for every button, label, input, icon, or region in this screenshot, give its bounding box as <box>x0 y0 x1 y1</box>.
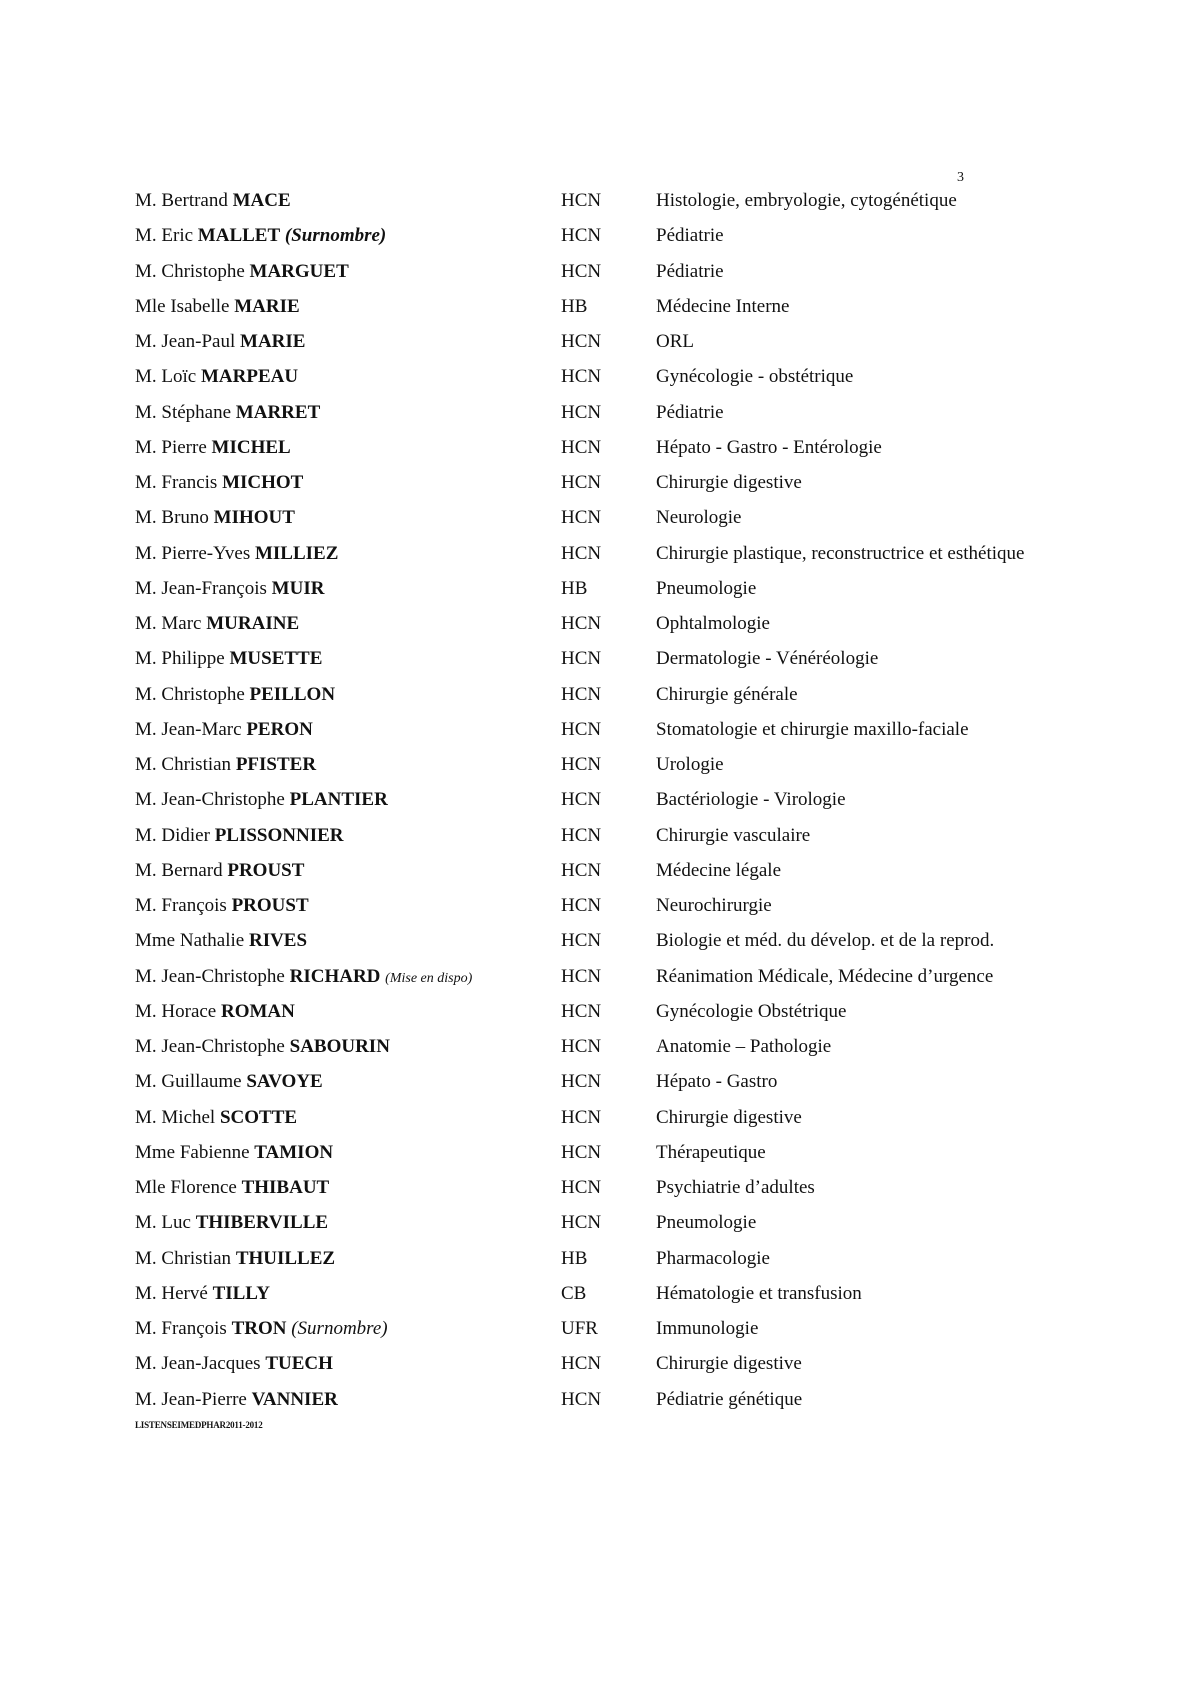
staff-surname: PFISTER <box>235 754 317 775</box>
staff-specialty: Anatomie – Pathologie <box>656 1036 832 1057</box>
staff-title-firstname: M. Luc <box>135 1212 191 1234</box>
staff-row <box>135 1105 1065 1140</box>
staff-title-firstname: M. Bruno <box>135 507 209 529</box>
staff-surname: SCOTTE <box>219 1106 298 1128</box>
staff-surname: RICHARD <box>289 965 381 987</box>
staff-specialty: Chirurgie digestive <box>656 1106 802 1128</box>
staff-title-firstname: M. Loïc <box>135 366 197 388</box>
staff-category: HCN <box>561 1141 602 1163</box>
staff-category: HCN <box>561 542 602 564</box>
staff-category: HCN <box>561 754 602 775</box>
staff-specialty: Chirurgie digestive <box>656 472 802 493</box>
staff-row <box>135 259 1065 294</box>
staff-specialty: Pédiatrie <box>656 225 724 247</box>
staff-row <box>135 928 1065 963</box>
staff-surname: THIBAUT <box>241 1177 330 1198</box>
staff-title-firstname: M. Hervé <box>135 1282 208 1304</box>
staff-category: HCN <box>561 1071 602 1093</box>
staff-surname: VANNIER <box>251 1388 338 1410</box>
staff-category: HCN <box>561 401 602 423</box>
staff-surname: PROUST <box>227 859 305 881</box>
staff-list <box>135 188 1065 1422</box>
staff-title-firstname: M. Didier <box>135 824 210 846</box>
staff-specialty: Chirurgie plastique, reconstructrice et esthétique <box>656 542 1025 564</box>
staff-surname: MILLIEZ <box>254 542 339 564</box>
staff-title-firstname: M. Jean-Christophe <box>135 789 285 811</box>
staff-row <box>135 999 1065 1034</box>
staff-name <box>135 576 324 602</box>
staff-specialty: Gynécologie Obstétrique <box>656 1000 847 1022</box>
staff-specialty: Chirurgie vasculaire <box>656 824 811 846</box>
staff-name <box>135 1210 328 1236</box>
staff-category: HCN <box>561 1036 602 1057</box>
staff-name <box>135 541 338 567</box>
staff-row <box>135 435 1065 470</box>
staff-category: HCN <box>561 260 602 282</box>
staff-category: HCN <box>561 1177 602 1198</box>
staff-category: HCN <box>561 648 602 670</box>
staff-name <box>135 294 300 320</box>
staff-surname: MACE <box>232 190 291 211</box>
staff-name <box>135 682 335 708</box>
staff-name <box>135 1140 333 1166</box>
staff-category: HCN <box>561 930 602 952</box>
staff-name <box>135 188 291 214</box>
staff-specialty: Pneumologie <box>656 1212 757 1234</box>
staff-specialty: Urologie <box>656 754 724 775</box>
staff-name <box>135 329 305 355</box>
staff-specialty: Hépato - Gastro - Entérologie <box>656 436 882 458</box>
staff-title-firstname: M. Philippe <box>135 648 225 670</box>
staff-row <box>135 329 1065 364</box>
staff-surname: PEILLON <box>249 683 336 705</box>
staff-specialty: Biologie et méd. du dévelop. et de la reprod. <box>656 930 995 952</box>
staff-category: HCN <box>561 507 602 529</box>
staff-title-firstname: M. Jean-François <box>135 577 267 599</box>
staff-category: HCN <box>561 789 602 811</box>
staff-category: HCN <box>561 613 602 634</box>
staff-row <box>135 400 1065 435</box>
staff-name <box>135 717 313 743</box>
staff-title-firstname: M. Christian <box>135 1247 232 1269</box>
staff-status-note: (Mise en dispo) <box>385 970 473 986</box>
staff-row <box>135 541 1065 576</box>
staff-title-firstname: M. Stéphane <box>135 401 232 423</box>
staff-row <box>135 1351 1065 1386</box>
staff-category: HCN <box>561 366 602 388</box>
staff-name <box>135 223 386 249</box>
staff-row <box>135 893 1065 928</box>
staff-title-firstname: M. Pierre-Yves <box>135 542 251 564</box>
staff-specialty: Pédiatrie <box>656 260 724 282</box>
staff-category: HCN <box>561 225 602 247</box>
staff-name <box>135 1175 329 1201</box>
staff-category: CB <box>561 1282 587 1304</box>
footer-document-code: LISTENSEIMEDPHAR2011-2012 <box>135 1420 263 1430</box>
staff-row <box>135 1246 1065 1281</box>
staff-name <box>135 964 472 992</box>
staff-title-firstname: M. Horace <box>135 1000 217 1022</box>
staff-row <box>135 576 1065 611</box>
staff-title-firstname: Mme Fabienne <box>135 1141 250 1163</box>
staff-category: HCN <box>561 895 602 916</box>
staff-surname: MARRET <box>235 401 321 423</box>
staff-category: HCN <box>561 1106 602 1128</box>
staff-name <box>135 999 295 1025</box>
staff-category: HCN <box>561 190 602 211</box>
staff-title-firstname: M. Jean-Christophe <box>135 965 285 987</box>
staff-row <box>135 1210 1065 1245</box>
staff-status-note: (Surnombre) <box>284 225 387 247</box>
staff-specialty: Immunologie <box>656 1318 759 1339</box>
staff-name <box>135 1281 270 1307</box>
staff-category: HB <box>561 295 588 317</box>
staff-surname: MICHEL <box>211 436 291 458</box>
staff-surname: PERON <box>246 718 313 740</box>
staff-name <box>135 1246 335 1272</box>
staff-row <box>135 1281 1065 1316</box>
staff-name <box>135 1105 297 1131</box>
staff-title-firstname: M. Bernard <box>135 859 223 881</box>
staff-category: HCN <box>561 824 602 846</box>
staff-title-firstname: M. François <box>135 895 227 916</box>
staff-specialty: Bactériologie - Virologie <box>656 789 846 811</box>
staff-row <box>135 646 1065 681</box>
staff-title-firstname: M. Michel <box>135 1106 216 1128</box>
staff-row <box>135 717 1065 752</box>
staff-row <box>135 1069 1065 1104</box>
staff-row <box>135 1140 1065 1175</box>
staff-row <box>135 188 1065 223</box>
staff-row <box>135 1034 1065 1069</box>
staff-surname: PLISSONNIER <box>214 824 344 846</box>
staff-specialty: Gynécologie - obstétrique <box>656 366 854 388</box>
staff-specialty: Stomatologie et chirurgie maxillo-faciale <box>656 718 969 740</box>
staff-row <box>135 752 1065 787</box>
staff-specialty: ORL <box>656 331 694 352</box>
staff-surname: MURAINE <box>206 613 300 634</box>
staff-name <box>135 400 320 426</box>
staff-title-firstname: M. Pierre <box>135 436 207 458</box>
staff-title-firstname: Mle Isabelle <box>135 295 230 317</box>
staff-title-firstname: M. Marc <box>135 613 202 634</box>
staff-row <box>135 964 1065 999</box>
staff-surname: SAVOYE <box>246 1071 323 1093</box>
staff-name <box>135 1034 390 1060</box>
staff-surname: RIVES <box>248 930 308 952</box>
staff-surname: MARPEAU <box>200 366 299 388</box>
staff-row <box>135 505 1065 540</box>
staff-name <box>135 611 299 637</box>
staff-specialty: Réanimation Médicale, Médecine d’urgence <box>656 965 994 987</box>
staff-row <box>135 787 1065 822</box>
staff-specialty: Pédiatrie <box>656 401 724 423</box>
staff-category: HCN <box>561 1388 602 1410</box>
staff-row <box>135 1175 1065 1210</box>
staff-specialty: Hématologie et transfusion <box>656 1282 862 1304</box>
staff-surname: MUIR <box>271 577 325 599</box>
staff-title-firstname: Mle Florence <box>135 1177 237 1198</box>
staff-surname: MARIE <box>234 295 300 317</box>
staff-row <box>135 1387 1065 1422</box>
staff-category: HCN <box>561 436 602 458</box>
staff-row <box>135 223 1065 258</box>
staff-category: HCN <box>561 1353 602 1375</box>
staff-row <box>135 611 1065 646</box>
page-number: 3 <box>957 170 964 185</box>
staff-title-firstname: M. Guillaume <box>135 1071 242 1093</box>
staff-category: HCN <box>561 683 602 705</box>
staff-category: HCN <box>561 331 602 352</box>
staff-title-firstname: M. Jean-Paul <box>135 331 236 352</box>
staff-name <box>135 752 316 778</box>
staff-name <box>135 646 322 672</box>
staff-name <box>135 1069 323 1095</box>
staff-title-firstname: M. François <box>135 1318 227 1339</box>
staff-category: HCN <box>561 718 602 740</box>
staff-surname: MARGUET <box>249 260 349 282</box>
staff-name <box>135 1316 388 1342</box>
staff-surname: PLANTIER <box>289 789 388 811</box>
staff-title-firstname: M. Jean-Marc <box>135 718 242 740</box>
staff-surname: PROUST <box>231 895 309 916</box>
staff-title-firstname: M. Bertrand <box>135 190 228 211</box>
staff-title-firstname: M. Christophe <box>135 260 245 282</box>
staff-specialty: Dermatologie - Vénéréologie <box>656 648 879 670</box>
staff-row <box>135 682 1065 717</box>
staff-specialty: Chirurgie digestive <box>656 1353 802 1375</box>
staff-surname: SABOURIN <box>289 1036 390 1057</box>
staff-category: HB <box>561 1247 588 1269</box>
staff-name <box>135 435 291 461</box>
staff-category: HCN <box>561 965 602 987</box>
staff-category: HCN <box>561 1000 602 1022</box>
staff-title-firstname: M. Francis <box>135 472 218 493</box>
staff-surname: MICHOT <box>222 472 304 493</box>
staff-row <box>135 364 1065 399</box>
staff-surname: ROMAN <box>221 1000 295 1022</box>
staff-specialty: Médecine Interne <box>656 295 790 317</box>
staff-name <box>135 1351 333 1377</box>
staff-specialty: Pharmacologie <box>656 1247 770 1269</box>
staff-title-firstname: Mme Nathalie <box>135 930 245 952</box>
staff-surname: TUECH <box>265 1353 333 1375</box>
staff-surname: MALLET <box>197 225 281 247</box>
staff-surname: MIHOUT <box>213 507 295 529</box>
staff-name <box>135 1387 338 1413</box>
staff-row <box>135 1316 1065 1351</box>
staff-surname: MARIE <box>240 331 306 352</box>
staff-status-note: (Surnombre) <box>291 1318 388 1339</box>
staff-row <box>135 294 1065 329</box>
staff-specialty: Pédiatrie génétique <box>656 1388 803 1410</box>
staff-specialty: Médecine légale <box>656 859 782 881</box>
staff-name <box>135 470 303 496</box>
staff-specialty: Neurologie <box>656 507 742 529</box>
staff-title-firstname: M. Christian <box>135 754 232 775</box>
staff-row <box>135 823 1065 858</box>
staff-title-firstname: M. Eric <box>135 225 194 247</box>
staff-surname: TILLY <box>212 1282 270 1304</box>
staff-name <box>135 505 295 531</box>
staff-title-firstname: M. Jean-Jacques <box>135 1353 261 1375</box>
staff-title-firstname: M. Jean-Pierre <box>135 1388 247 1410</box>
staff-surname: THUILLEZ <box>235 1247 336 1269</box>
staff-specialty: Ophtalmologie <box>656 613 770 634</box>
staff-name <box>135 893 309 919</box>
staff-row <box>135 470 1065 505</box>
staff-specialty: Neurochirurgie <box>656 895 772 916</box>
staff-category: HCN <box>561 1212 602 1234</box>
staff-surname: THIBERVILLE <box>195 1212 329 1234</box>
staff-specialty: Thérapeutique <box>656 1141 766 1163</box>
staff-name <box>135 928 307 954</box>
staff-specialty: Chirurgie générale <box>656 683 798 705</box>
staff-name <box>135 364 298 390</box>
staff-title-firstname: M. Jean-Christophe <box>135 1036 285 1057</box>
staff-category: HB <box>561 577 588 599</box>
staff-name <box>135 787 388 813</box>
staff-name <box>135 823 344 849</box>
staff-specialty: Hépato - Gastro <box>656 1071 778 1093</box>
staff-surname: TAMION <box>254 1141 334 1163</box>
staff-specialty: Psychiatrie d’adultes <box>656 1177 815 1198</box>
staff-surname: TRON <box>231 1318 287 1339</box>
staff-title-firstname: M. Christophe <box>135 683 245 705</box>
staff-row <box>135 858 1065 893</box>
staff-name <box>135 858 304 884</box>
staff-category: HCN <box>561 859 602 881</box>
staff-surname: MUSETTE <box>229 648 323 670</box>
staff-specialty: Histologie, embryologie, cytogénétique <box>656 190 957 211</box>
staff-specialty: Pneumologie <box>656 577 757 599</box>
staff-category: HCN <box>561 472 602 493</box>
staff-category: UFR <box>561 1318 598 1339</box>
staff-name <box>135 259 349 285</box>
